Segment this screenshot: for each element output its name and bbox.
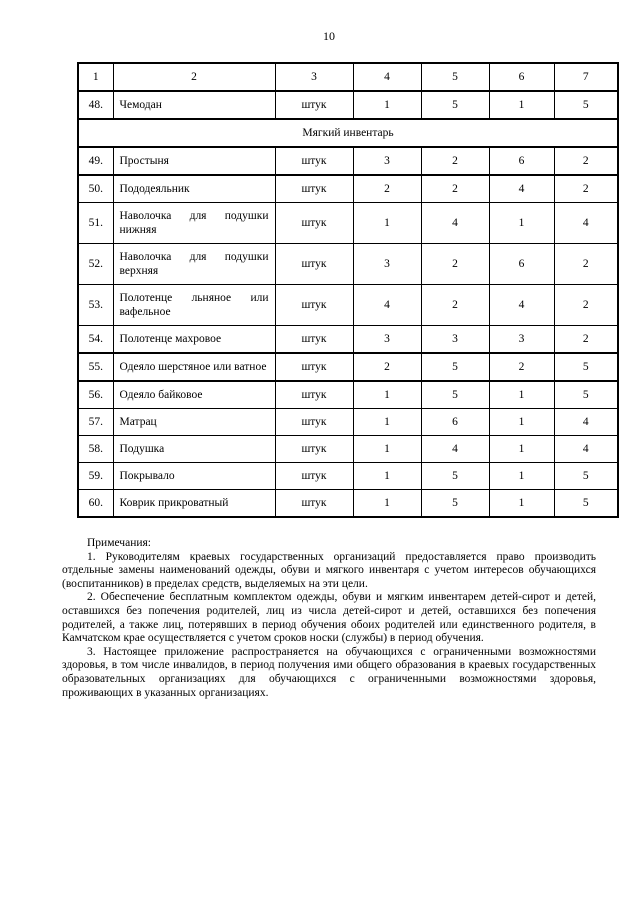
- value-cell: 1: [353, 409, 421, 436]
- value-cell: 2: [554, 244, 618, 285]
- row-number-cell: 57.: [78, 409, 113, 436]
- value-cell: 2: [554, 175, 618, 203]
- table-header: [78, 63, 618, 91]
- item-name-cell: Полотенце льняное или вафельное: [113, 285, 275, 326]
- row-number-cell: 53.: [78, 285, 113, 326]
- value-cell: 1: [353, 91, 421, 119]
- value-cell: 1: [489, 203, 554, 244]
- unit-cell: штук: [275, 175, 353, 203]
- note-item: 1. Руководителям краевых государственных организаций предоставляется право производить отдельные замены наименований одежды, обуви и мягкого инвентаря с учетом интересов обучающихся (воспитанников) в пределах средств, выделяемых на эти цели.: [62, 550, 596, 590]
- value-cell: 2: [353, 353, 421, 381]
- value-cell: 1: [353, 381, 421, 409]
- value-cell: 6: [489, 147, 554, 175]
- table-body: [78, 91, 618, 517]
- row-number-cell: 60.: [78, 490, 113, 518]
- unit-cell: штук: [275, 244, 353, 285]
- value-cell: 2: [554, 147, 618, 175]
- value-cell: 5: [421, 353, 489, 381]
- item-name-cell: Матрац: [113, 409, 275, 436]
- value-cell: 1: [489, 381, 554, 409]
- table-row: [78, 463, 618, 490]
- value-cell: 5: [554, 353, 618, 381]
- unit-cell: штук: [275, 490, 353, 518]
- item-name-cell: Полотенце махровое: [113, 326, 275, 354]
- table-row: [78, 381, 618, 409]
- row-number-cell: 54.: [78, 326, 113, 354]
- row-number-cell: 58.: [78, 436, 113, 463]
- value-cell: 5: [421, 381, 489, 409]
- table-row: [78, 436, 618, 463]
- table-row: [78, 175, 618, 203]
- row-number-cell: 59.: [78, 463, 113, 490]
- item-name-cell: Наволочка для подушки нижняя: [113, 203, 275, 244]
- value-cell: 1: [489, 490, 554, 518]
- value-cell: 2: [554, 326, 618, 354]
- value-cell: 3: [489, 326, 554, 354]
- value-cell: 4: [421, 203, 489, 244]
- column-header: 6: [489, 63, 554, 91]
- value-cell: 2: [353, 175, 421, 203]
- value-cell: 3: [353, 244, 421, 285]
- value-cell: 4: [554, 409, 618, 436]
- value-cell: 4: [489, 285, 554, 326]
- unit-cell: штук: [275, 147, 353, 175]
- value-cell: 2: [421, 147, 489, 175]
- note-item: 3. Настоящее приложение распространяется на обучающихся с ограниченными возможностями здоровья, в том числе инвалидов, в период получения ими общего образования в краевых государственных образовательных организациях для обучающихся с ограниченными возможностями здоровья, проживающих в указанных организациях.: [62, 645, 596, 699]
- column-number-row: [78, 63, 618, 91]
- value-cell: 2: [421, 244, 489, 285]
- column-header: 2: [113, 63, 275, 91]
- unit-cell: штук: [275, 381, 353, 409]
- item-name-cell: Покрывало: [113, 463, 275, 490]
- item-name-cell: Подушка: [113, 436, 275, 463]
- value-cell: 6: [421, 409, 489, 436]
- column-header: 3: [275, 63, 353, 91]
- value-cell: 4: [353, 285, 421, 326]
- value-cell: 1: [489, 463, 554, 490]
- note-item: 2. Обеспечение бесплатным комплектом одежды, обуви и мягким инвентарем детей-сирот и детей, оставшихся без попечения родителей, лиц из числа детей-сирот и детей, оставшихся без попечения родителей, а также лиц, потерявших в период обучения обоих родителей или единственного родителя, в Камчатском крае осуществляется с учетом сроков носки (службы) в период обучения.: [62, 591, 596, 645]
- value-cell: 5: [554, 91, 618, 119]
- value-cell: 1: [353, 463, 421, 490]
- unit-cell: штук: [275, 409, 353, 436]
- table-row: [78, 147, 618, 175]
- value-cell: 3: [353, 326, 421, 354]
- value-cell: 5: [421, 490, 489, 518]
- row-number-cell: 55.: [78, 353, 113, 381]
- value-cell: 4: [554, 436, 618, 463]
- item-name-cell: Пододеяльник: [113, 175, 275, 203]
- item-name-cell: Наволочка для подушки верхняя: [113, 244, 275, 285]
- value-cell: 1: [353, 436, 421, 463]
- row-number-cell: 49.: [78, 147, 113, 175]
- row-number-cell: 48.: [78, 91, 113, 119]
- value-cell: 2: [554, 285, 618, 326]
- value-cell: 2: [421, 175, 489, 203]
- unit-cell: штук: [275, 436, 353, 463]
- section-divider-row: [78, 119, 618, 147]
- value-cell: 2: [489, 353, 554, 381]
- unit-cell: штук: [275, 91, 353, 119]
- item-name-cell: Одеяло байковое: [113, 381, 275, 409]
- table-row: [78, 409, 618, 436]
- column-header: 4: [353, 63, 421, 91]
- row-number-cell: 51.: [78, 203, 113, 244]
- value-cell: 5: [554, 463, 618, 490]
- inventory-table: [77, 62, 619, 518]
- table-row: [78, 244, 618, 285]
- value-cell: 4: [421, 436, 489, 463]
- item-name-cell: Коврик прикроватный: [113, 490, 275, 518]
- value-cell: 4: [554, 203, 618, 244]
- row-number-cell: 56.: [78, 381, 113, 409]
- unit-cell: штук: [275, 203, 353, 244]
- value-cell: 3: [353, 147, 421, 175]
- value-cell: 6: [489, 244, 554, 285]
- value-cell: 5: [421, 91, 489, 119]
- table-row: [78, 91, 618, 119]
- row-number-cell: 50.: [78, 175, 113, 203]
- value-cell: 2: [421, 285, 489, 326]
- table-row: [78, 326, 618, 354]
- value-cell: 1: [489, 91, 554, 119]
- notes-title: Примечания:: [87, 537, 151, 549]
- unit-cell: штук: [275, 326, 353, 354]
- value-cell: 4: [489, 175, 554, 203]
- value-cell: 1: [489, 409, 554, 436]
- unit-cell: штук: [275, 353, 353, 381]
- item-name-cell: Одеяло шерстяное или ватное: [113, 353, 275, 381]
- value-cell: 1: [353, 490, 421, 518]
- value-cell: 5: [554, 490, 618, 518]
- table-row: [78, 285, 618, 326]
- notes-section: [62, 537, 596, 700]
- table-row: [78, 353, 618, 381]
- table-row: [78, 203, 618, 244]
- item-name-cell: Чемодан: [113, 91, 275, 119]
- table-row: [78, 490, 618, 518]
- value-cell: 3: [421, 326, 489, 354]
- value-cell: 1: [353, 203, 421, 244]
- value-cell: 1: [489, 436, 554, 463]
- item-name-cell: Простыня: [113, 147, 275, 175]
- unit-cell: штук: [275, 463, 353, 490]
- page-number: 10: [323, 29, 335, 43]
- column-header: 5: [421, 63, 489, 91]
- unit-cell: штук: [275, 285, 353, 326]
- section-title-cell: Мягкий инвентарь: [78, 119, 618, 147]
- row-number-cell: 52.: [78, 244, 113, 285]
- column-header: 7: [554, 63, 618, 91]
- value-cell: 5: [421, 463, 489, 490]
- value-cell: 5: [554, 381, 618, 409]
- column-header: 1: [78, 63, 113, 91]
